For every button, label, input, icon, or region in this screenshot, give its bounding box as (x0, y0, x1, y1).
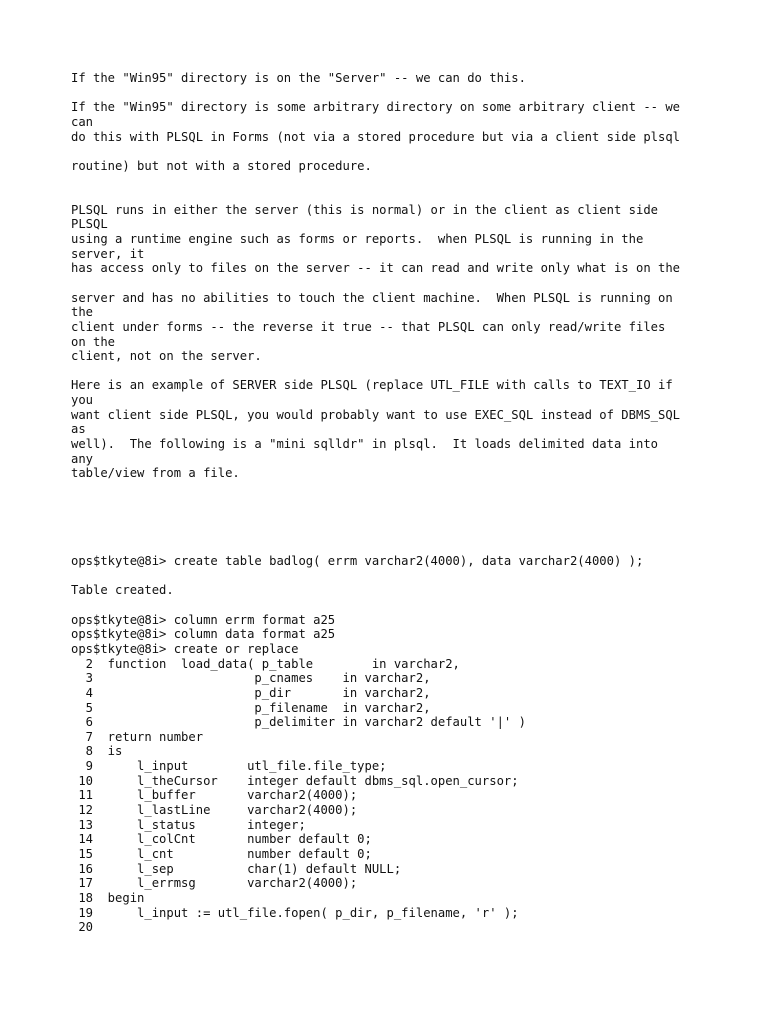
document-page (71, 71, 751, 949)
code-line: 15 l_cnt number default 0; (71, 846, 372, 861)
code-line: Table created. (71, 583, 174, 598)
code-line: 16 l_sep char(1) default NULL; (71, 861, 402, 876)
code-line: 19 l_input := utl_file.fopen( p_dir, p_filename, 'r' ); (71, 905, 519, 920)
text-line: you (71, 393, 94, 408)
text-line: using a runtime engine such as forms or reports. when PLSQL is running in the (71, 232, 644, 247)
text-line: If the "Win95" directory is on the "Server" -- we can do this. (71, 71, 526, 85)
code-line: 3 p_cnames in varchar2, (71, 671, 431, 686)
code-line: 14 l_colCnt number default 0; (71, 832, 372, 847)
text-line: well). The following is a "mini sqlldr" in plsql. It loads delimited data into (71, 437, 658, 452)
text-line: as (71, 422, 86, 437)
code-line: 5 p_filename in varchar2, (71, 700, 431, 715)
text-line (71, 173, 751, 188)
text-line: any (71, 451, 94, 466)
code-line: 20 (71, 920, 94, 935)
text-line: client under forms -- the reverse it true -- that PLSQL can only read/write files (71, 319, 666, 334)
code-line (71, 935, 751, 950)
text-line: routine) but not with a stored procedure. (71, 158, 372, 173)
code-line: ops$tkyte@8i> column data format a25 (71, 627, 336, 642)
code-line: 17 l_errmsg varchar2(4000); (71, 876, 358, 891)
code-line (71, 598, 751, 613)
text-line: server, it (71, 246, 145, 261)
code-line: ops$tkyte@8i> column errm format a25 (71, 612, 336, 627)
text-line: PLSQL (71, 217, 108, 232)
text-line: can (71, 114, 94, 129)
code-line: 12 l_lastLine varchar2(4000); (71, 803, 358, 818)
code-line: 4 p_dir in varchar2, (71, 685, 431, 700)
code-line: 7 return number (71, 729, 204, 744)
text-line (71, 481, 751, 496)
text-line: want client side PLSQL, you would probably want to use EXEC_SQL instead of DBMS_SQL (71, 407, 681, 422)
text-line: PLSQL runs in either the server (this is normal) or in the client as client side (71, 202, 658, 217)
code-line: 10 l_theCursor integer default dbms_sql.open_cursor; (71, 773, 519, 788)
text-line (71, 525, 751, 540)
code-line: 2 function load_data( p_table in varchar2, (71, 656, 460, 671)
text-line: table/view from a file. (71, 466, 240, 481)
text-line: has access only to files on the server -- it can read and write only what is on the (71, 261, 681, 276)
code-line: 9 l_input utl_file.file_type; (71, 759, 387, 774)
text-line (71, 510, 751, 525)
text-line (71, 364, 751, 379)
text-line: client, not on the server. (71, 349, 262, 364)
text-line: on the (71, 334, 116, 349)
text-line (71, 540, 751, 555)
text-line: server and has no abilities to touch the client machine. When PLSQL is running on (71, 290, 673, 305)
text-line (71, 188, 751, 203)
code-line: ops$tkyte@8i> create or replace (71, 641, 299, 656)
code-line: 6 p_delimiter in varchar2 default '|' ) (71, 715, 526, 730)
text-line (71, 144, 751, 159)
code-line: 18 begin (71, 890, 145, 905)
text-line: do this with PLSQL in Forms (not via a stored procedure but via a client side plsql (71, 129, 681, 144)
code-line: 11 l_buffer varchar2(4000); (71, 788, 358, 803)
text-line: If the "Win95" directory is some arbitrary directory on some arbitrary client -- we (71, 100, 681, 115)
text-line: the (71, 305, 94, 320)
text-line (71, 276, 751, 291)
code-line (71, 569, 751, 584)
code-line: 8 is (71, 744, 123, 759)
code-line: ops$tkyte@8i> create table badlog( errm varchar2(4000), data varchar2(4000) ); (71, 554, 644, 569)
text-line (71, 496, 751, 511)
text-line: Here is an example of SERVER side PLSQL (replace UTL_FILE with calls to TEXT_IO if (71, 378, 673, 393)
code-line: 13 l_status integer; (71, 817, 306, 832)
text-line (71, 86, 751, 101)
